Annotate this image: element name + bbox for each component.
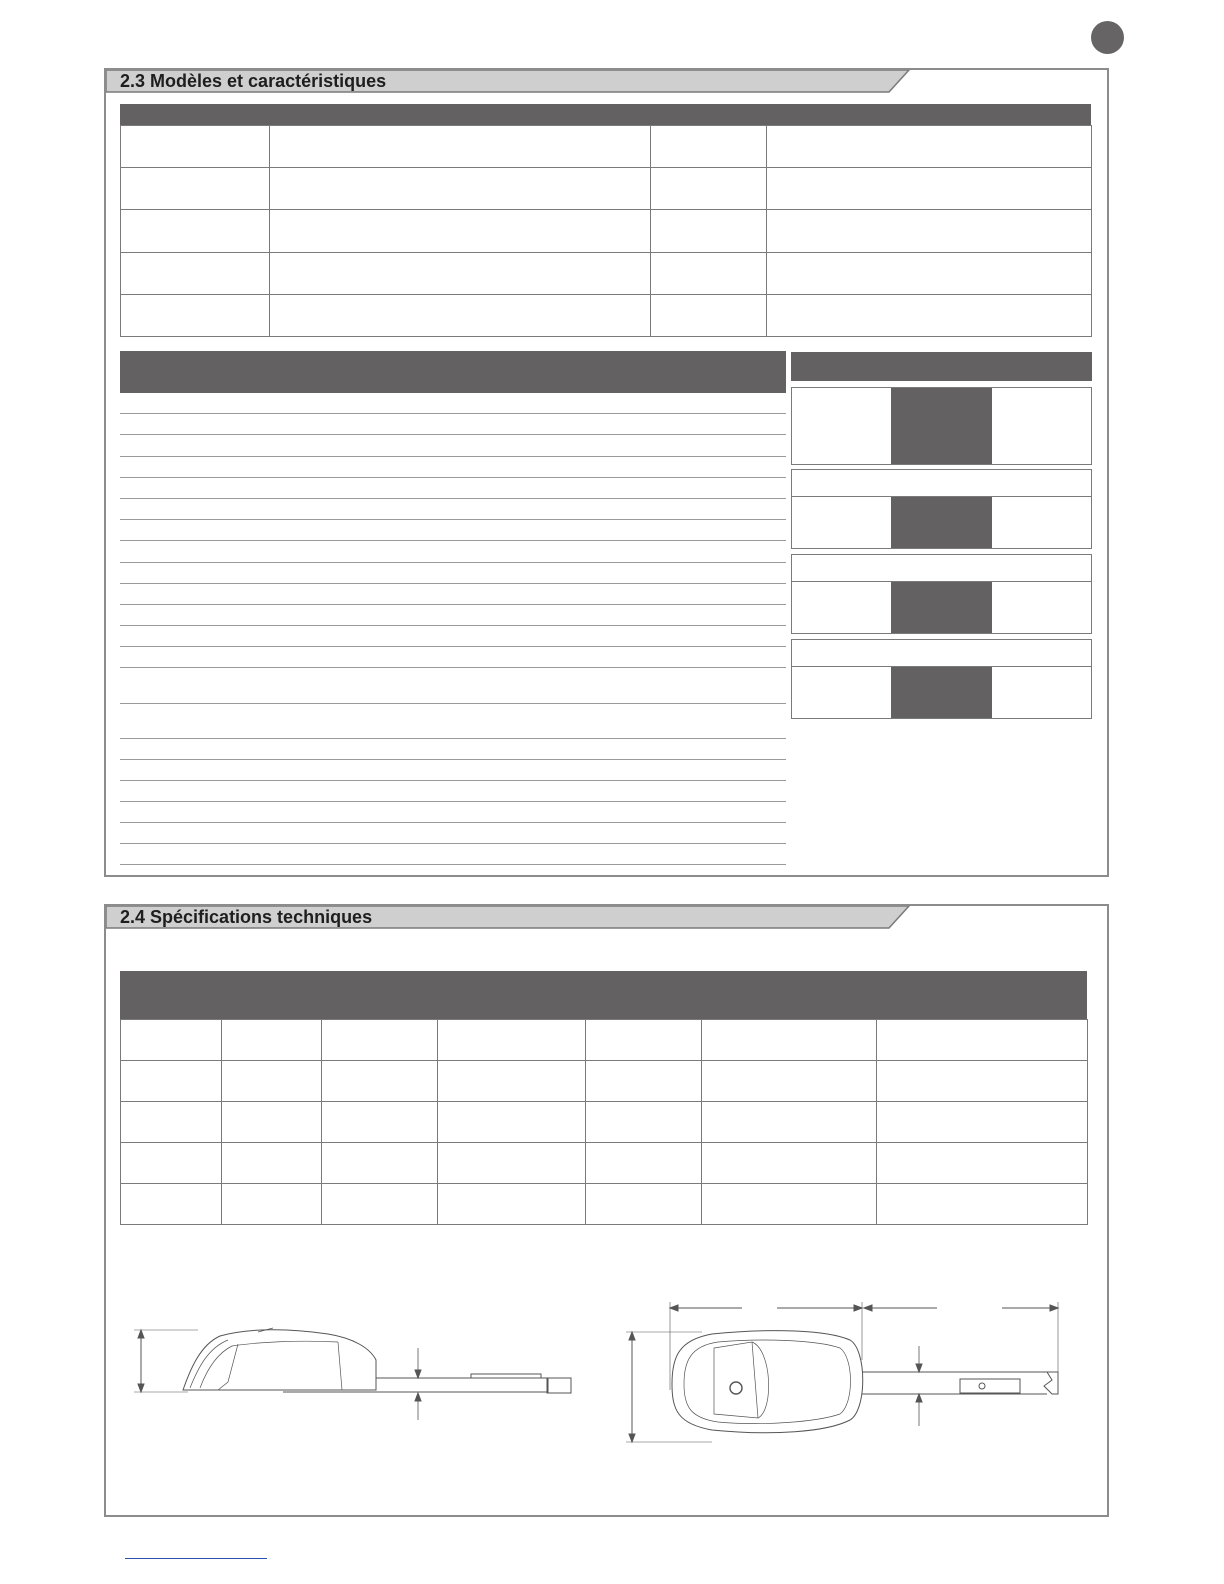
list-item	[120, 822, 786, 823]
models-table-header	[120, 104, 1091, 126]
side-panel-header	[791, 352, 1092, 381]
specs-table	[120, 1019, 1088, 1225]
features-list-header	[120, 351, 786, 393]
table-row	[121, 1102, 1088, 1143]
table-row	[121, 168, 1092, 210]
side-card-title	[791, 639, 1092, 667]
list-item	[120, 456, 786, 457]
table-row	[121, 210, 1092, 252]
side-card-title	[791, 469, 1092, 497]
table-row	[121, 252, 1092, 294]
side-card-highlight	[891, 667, 992, 718]
list-item	[120, 498, 786, 499]
side-card	[791, 666, 1092, 719]
list-item	[120, 801, 786, 802]
list-item	[120, 434, 786, 435]
list-item	[120, 864, 786, 865]
table-row	[121, 1020, 1088, 1061]
list-item	[120, 759, 786, 760]
list-item	[120, 413, 786, 414]
side-card-highlight	[891, 497, 992, 548]
list-item	[120, 540, 786, 541]
side-card	[791, 387, 1092, 465]
specs-table-header	[120, 971, 1087, 1020]
section-specs-title: 2.4 Spécifications techniques	[120, 907, 373, 927]
side-card	[791, 581, 1092, 634]
list-item	[120, 519, 786, 520]
list-item	[120, 843, 786, 844]
table-row	[121, 1143, 1088, 1184]
page-number-badge	[1091, 21, 1124, 54]
list-item	[120, 738, 786, 739]
side-card-title	[791, 554, 1092, 582]
table-row	[121, 294, 1092, 336]
list-item	[120, 625, 786, 626]
table-row	[121, 1184, 1088, 1225]
table-row	[121, 126, 1092, 168]
side-card-highlight	[891, 582, 992, 633]
table-row	[121, 1061, 1088, 1102]
list-item	[120, 477, 786, 478]
side-card	[791, 496, 1092, 549]
list-item	[120, 667, 786, 668]
footer-link-underline[interactable]	[125, 1558, 267, 1559]
list-item	[120, 703, 786, 704]
top-view-drawing	[622, 1300, 1067, 1450]
side-view-drawing	[128, 1320, 578, 1425]
list-item	[120, 646, 786, 647]
side-card-highlight	[891, 388, 992, 464]
section-models-title: 2.3 Modèles et caractéristiques	[120, 71, 387, 91]
list-item	[120, 780, 786, 781]
list-item	[120, 562, 786, 563]
list-item	[120, 583, 786, 584]
models-table	[120, 125, 1092, 337]
list-item	[120, 604, 786, 605]
